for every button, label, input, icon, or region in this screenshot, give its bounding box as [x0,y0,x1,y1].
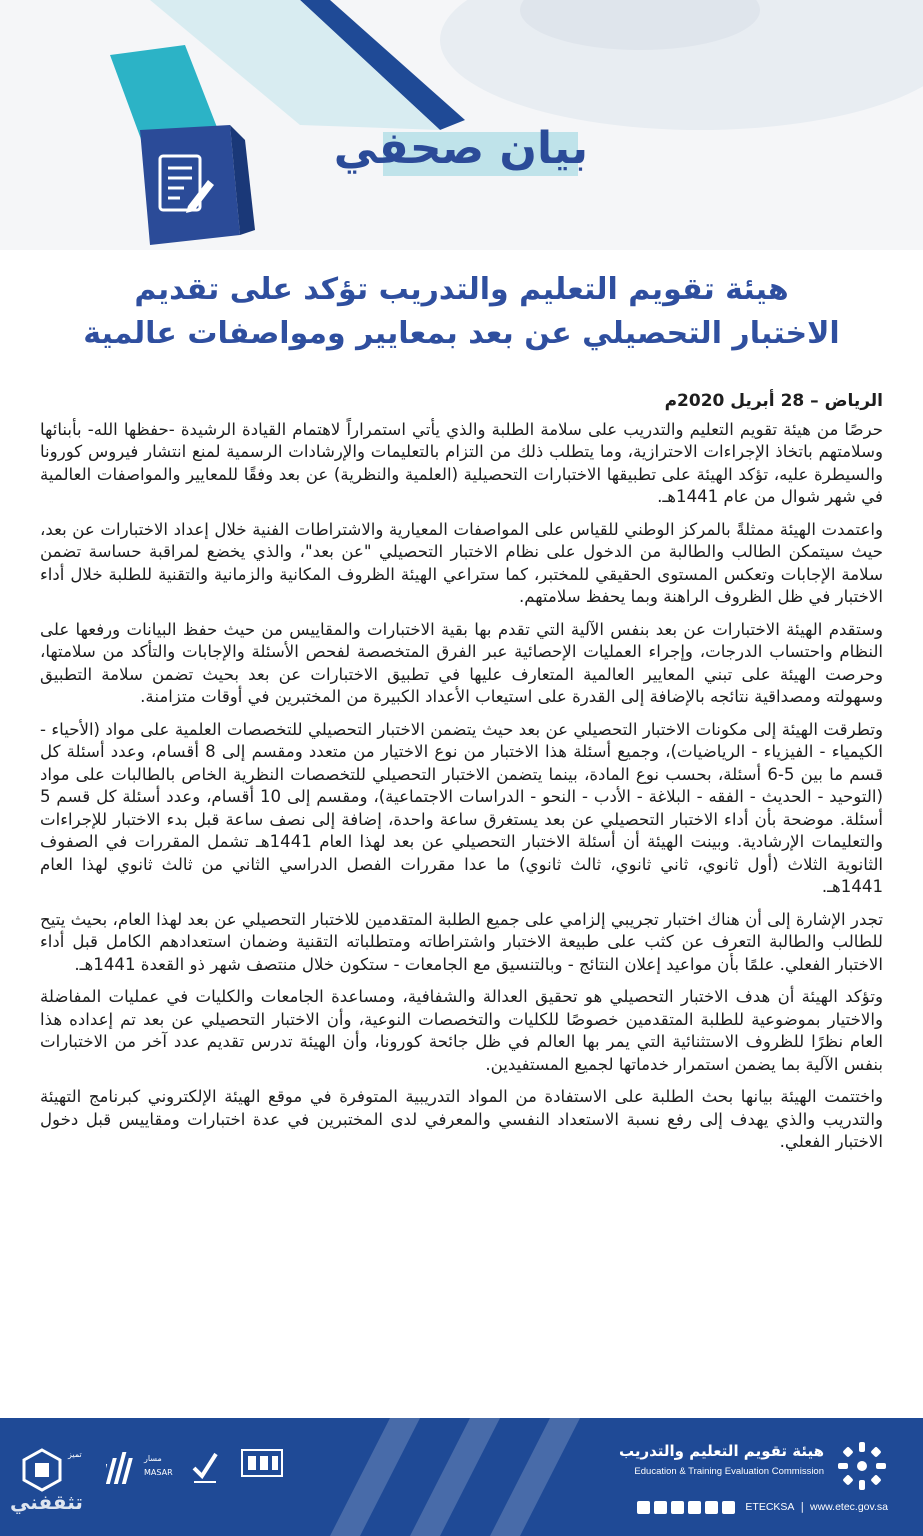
checkmark-logo-icon [190,1446,220,1486]
facebook-icon[interactable] [637,1501,650,1514]
partner-label-tamayuz: تميز [68,1450,82,1459]
paragraph-7: واختتمت الهيئة بيانها بحث الطلبة على الاستفادة من المواد التدريبية المتوفرة في موقع الهيئة الإلكتروني كبرنامج التهيئة والتدريب والذي يهدف إلى رفع نسبة الاستعداد النفسي والمعرفي لدى المختبرين في عدة اختبارات ومقاييس قبل دخول الاختبار الفعلي. [40,1087,883,1151]
instagram-icon[interactable] [705,1501,718,1514]
paragraph-5: تجدر الإشارة إلى أن هناك اختبار تجريبي إلزامي على جميع الطلبة المتقدمين للاختبار التحصيلي عن بعد لهذا العام، بحيث يتيح للطالب والطالبة التعرف عن كثب على طبيعة الاختبار واشتراطاته ومتطلباته التقنية وضمان استعدادهم الكامل قبل أداء الاختبار الفعلي. علمًا بأن مواعيد إعلان النتائج - وبالتنسيق مع الجامعات - ستكون خلال منتصف شهر ذو القعدة 1441هـ. [40,909,883,974]
partner-sub-masar: MASAR [144,1468,173,1477]
organization-block [558,1440,888,1520]
etec-emblem-icon [836,1440,888,1492]
tamayuz-logo-icon [18,1446,66,1494]
paragraph-3: وستقدم الهيئة الاختبارات عن بعد بنفس الآلية التي تقدم بها بقية الاختبارات والمقاييس من حيث حفظ البيانات ورفعها على النظام واحتساب الدرجات، وإجراء العمليات الإحصائية عبر الفرق المتخصصة لفحص الأسئلة والإجابات والتأكد من سلامتها، وحرصت الهيئة على تبني المعايير العالمية المتعارف عليها في تطبيق الاختبارات عن بعد بحيث تضمن سلامة التطبيق وسهولته ومصداقية نتائجه بالإضافة إلى القدرة على استيعاب الأعداد الكبيرة من المختبرين في أوقات متزامنة. [40,619,883,706]
headline [60,268,863,356]
footer-bar [0,1418,923,1536]
paragraph-2: واعتمدت الهيئة ممثلةً بالمركز الوطني للقياس على المواصفات المعيارية والاشتراطات الفنية خلال إعداد الاختبارات عن بعد، حيث سيتمكن الطالب والطالبة من الدخول على نظام الاختبار التحصيلي "عن بعد"، والذي يخضع لمراقبة حساسة تضمن سلامة الإجابات وتعكس المستوى الحقيقي للمختبر، كما ستراعي الهيئة الظروف المكانية والزمانية والتقنية للطلبة خلال أداء الاختبار في ظل الظروف الراهنة وبما يحفظ سلامتهم. [40,519,883,606]
press-release-label [333,118,588,198]
document-edit-icon [152,150,218,226]
headline-line-1: هيئة تقويم التعليم والتدريب تؤكد على تقديم [134,272,789,307]
social-handle[interactable]: ETECKSA [745,1501,795,1513]
twitter-icon[interactable] [654,1501,667,1514]
partner-label-masar: مسار [144,1454,162,1463]
press-release-title: بيان صحفي [333,123,588,174]
header-banner [0,0,923,250]
paragraph-6: وتؤكد الهيئة أن هدف الاختبار التحصيلي هو تحقيق العدالة والشفافية، ومساعدة الجامعات والكليات في عمليات المفاضلة والاختيار بموضوعية للطلبة المتقدمين خصوصًا للكليات والتخصصات النوعية، وأن الاختبار التحصيلي عن بعد تم إعداده هذا العام نظرًا للظروف الاستثنائية التي يمر بها العالم في ظل جائحة كورونا، وأن الهيئة تدرس تقديم عدد آخر من الاختبارات بنفس الآلية بما يضمن استمرار خدماتها لجميع المستفيدين. [40,987,883,1074]
paragraph-4: وتطرقت الهيئة إلى مكونات الاختبار التحصيلي عن بعد حيث يتضمن الاختبار التحصيلي للتخصصات العلمية على مواد (الأحياء - الكيمياء - الفيزياء - الرياضيات)، وجميع أسئلة هذا الاختبار من نوع الاختيار من متعدد ومقسم إلى 8 أقسام، وعدد أسئلة كل قسم ما بين 5-6 أسئلة، بحسب نوع المادة، بينما يتضمن الاختبار التحصيلي للتخصصات النظرية الخاص بالطالبات على مواد (التوحيد - الحديث - الفقه - البلاغة - الأدب - النحو - الدراسات الاجتماعية)، ومقسم إلى 10 أقسام، وعدد أسئلة كل قسم 5 أسئلة. موضحة بأن أداء الاختبار التحصيلي عن بعد يستغرق ساعة واحدة، إضافة إلى نصف ساعة قبل بدء الاختبار للإجراءات والتعليمات الإرشادية. وبينت الهيئة أن أسئلة الاختبار التحصيلي عن بعد لهذا العام 1441هـ تشمل المقررات في الصفوف الثانوية الثلاث (أول ثانوي، ثاني ثانوي، ثالث ثانوي) ما عدا مقررات الفصل الدراسي الثاني من ثالث ثانوي لهذا العام 1441هـ. [40,719,883,896]
linkedin-icon[interactable] [722,1501,735,1514]
site-watermark: تثقفني [10,1490,83,1514]
dateline: الرياض – 28 أبريل 2020م [664,391,883,411]
paragraph-1: حرصًا من هيئة تقويم التعليم والتدريب على سلامة الطلبة والذي يأتي استمراراً لاهتمام القيادة الرشيدة -حفظها الله- بأبنائها وسلامتهم باتخاذ الإجراءات الاحترازية، وما يتطلب ذلك من التزام بالتعليمات والإرشادات الرسمية لمنع انتشار فيروس كورونا والسيطرة عليه، تؤكد الهيئة على تطبيقها الاختبارات التحصيلية (العلمية والنظرية) عن بعد وفقًا للمعايير والمواصفات العالمية في شهر شوال من عام 1441هـ. [40,419,883,506]
masar-logo-icon [106,1446,142,1490]
qiyas-logo-icon [240,1446,284,1486]
footer-separator: | [800,1501,804,1513]
org-name-english: Education & Training Evaluation Commission [634,1466,824,1477]
headline-line-2: الاختبار التحصيلي عن بعد بمعايير ومواصفات عالمية [83,316,840,351]
org-name-arabic: هيئة تقويم التعليم والتدريب [618,1442,824,1460]
social-links [637,1498,888,1516]
snapchat-icon[interactable] [688,1501,701,1514]
youtube-icon[interactable] [671,1501,684,1514]
website-link[interactable]: www.etec.gov.sa [809,1501,888,1513]
article-body [40,390,883,1164]
